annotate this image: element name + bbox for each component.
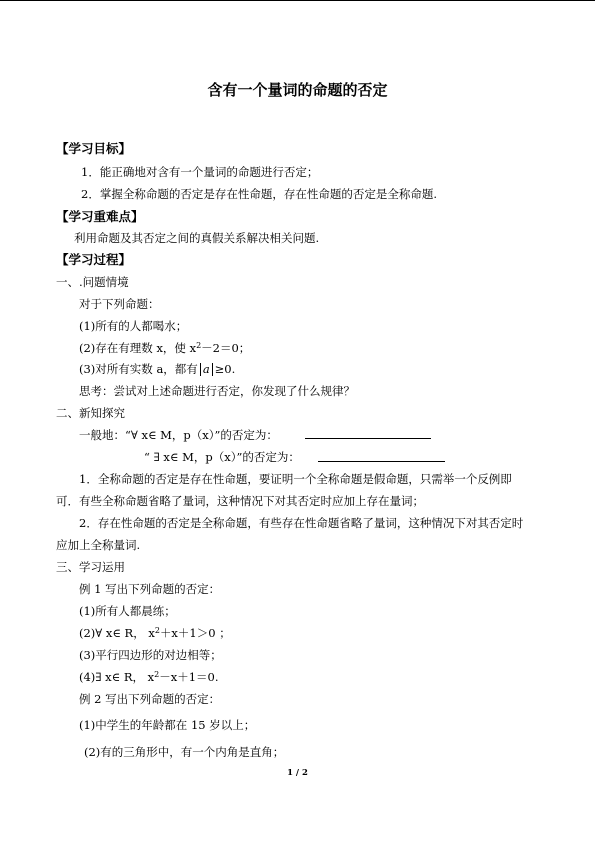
example-1-item-1: (1)所有人都晨练； — [79, 604, 176, 618]
s1-p2-text-b: －2＝0； — [201, 341, 251, 355]
s1-intro: 对于下列命题： — [79, 297, 160, 311]
page-top-rule — [0, 0, 595, 1]
absolute-value-a: a — [200, 363, 213, 376]
s1-proposition-1: (1)所有的人都喝水； — [79, 319, 188, 333]
example-1-item-4 — [79, 670, 219, 684]
e1-item4-exponent: 2 — [154, 670, 160, 679]
answer-blank-1[interactable] — [305, 438, 431, 439]
example-2-item-1: (1)中学生的年龄都在 15 岁以上； — [79, 718, 256, 732]
example-2-heading: 例 2 写出下列命题的否定： — [79, 692, 221, 706]
s1-think: 思考：尝试对上述命题进行否定，你发现了什么规律？ — [79, 384, 355, 398]
example-1-item-2 — [79, 626, 231, 640]
goal-item-2: 2．掌握全称命题的否定是存在性命题，存在性命题的否定是全称命题. — [81, 187, 437, 201]
s1-proposition-3 — [79, 362, 235, 376]
s1-p2-exponent: 2 — [196, 341, 202, 350]
e1-item2-exponent: 2 — [154, 626, 160, 635]
goal-item-1: 1．能正确地对含有一个量词的命题进行否定； — [81, 165, 319, 179]
e1-item2-text-b: ＋x＋1＞0 ； — [159, 626, 231, 640]
key-points-heading: 【学习重难点】 — [56, 209, 144, 224]
section-1-heading: 一、.问题情境 — [56, 275, 129, 289]
s2-para-1-line-2: 可．有些全称命题省略了量词，这种情况下对其否定时应加上存在量词； — [56, 494, 424, 508]
s1-p3-text-a: (3)对所有实数 a，都有 — [79, 362, 198, 376]
e1-item4-text-a: (4)∃ x∈ R， x — [79, 670, 155, 684]
s1-p2-text-a: (2)存在有理数 x，使 x — [79, 341, 197, 355]
example-1-item-3: (3)平行四边形的对边相等； — [79, 648, 222, 662]
section-2-heading: 二、新知探究 — [56, 406, 125, 420]
process-heading: 【学习过程】 — [56, 252, 132, 267]
s2-para-1-line-1: 1．全称命题的否定是存在性命题，要证明一个全称命题是假命题，只需举一个反例即 — [79, 472, 512, 486]
example-1-heading: 例 1 写出下列命题的否定： — [79, 582, 221, 596]
goals-heading: 【学习目标】 — [56, 141, 132, 156]
s1-proposition-2 — [79, 341, 250, 355]
example-2-item-2: (2)有的三角形中，有一个内角是直角； — [84, 745, 285, 759]
e1-item4-text-b: －x＋1＝0. — [159, 670, 219, 684]
answer-blank-2[interactable] — [318, 461, 445, 462]
s2-universal-negation-line: 一般地：“∀ x∈ M，p（x）”的否定为： — [79, 428, 278, 442]
s1-p3-text-b: ≥0. — [214, 362, 236, 376]
key-points-text: 利用命题及其否定之间的真假关系解决相关问题. — [74, 231, 320, 245]
section-3-heading: 三、学习运用 — [56, 560, 125, 574]
s2-para-2-line-1: 2．存在性命题的否定是全称命题，有些存在性命题省略了量词，这种情况下对其否定时 — [79, 516, 524, 530]
page-title: 含有一个量词的命题的否定 — [207, 81, 388, 99]
page-number: 1 / 2 — [287, 768, 308, 778]
s2-para-2-line-2: 应加上全称量词. — [56, 538, 141, 552]
e1-item2-text-a: (2)∀ x∈ R， x — [79, 626, 155, 640]
s2-existential-negation-line: “ ∃ x∈ M，p（x）”的否定为： — [144, 450, 300, 464]
